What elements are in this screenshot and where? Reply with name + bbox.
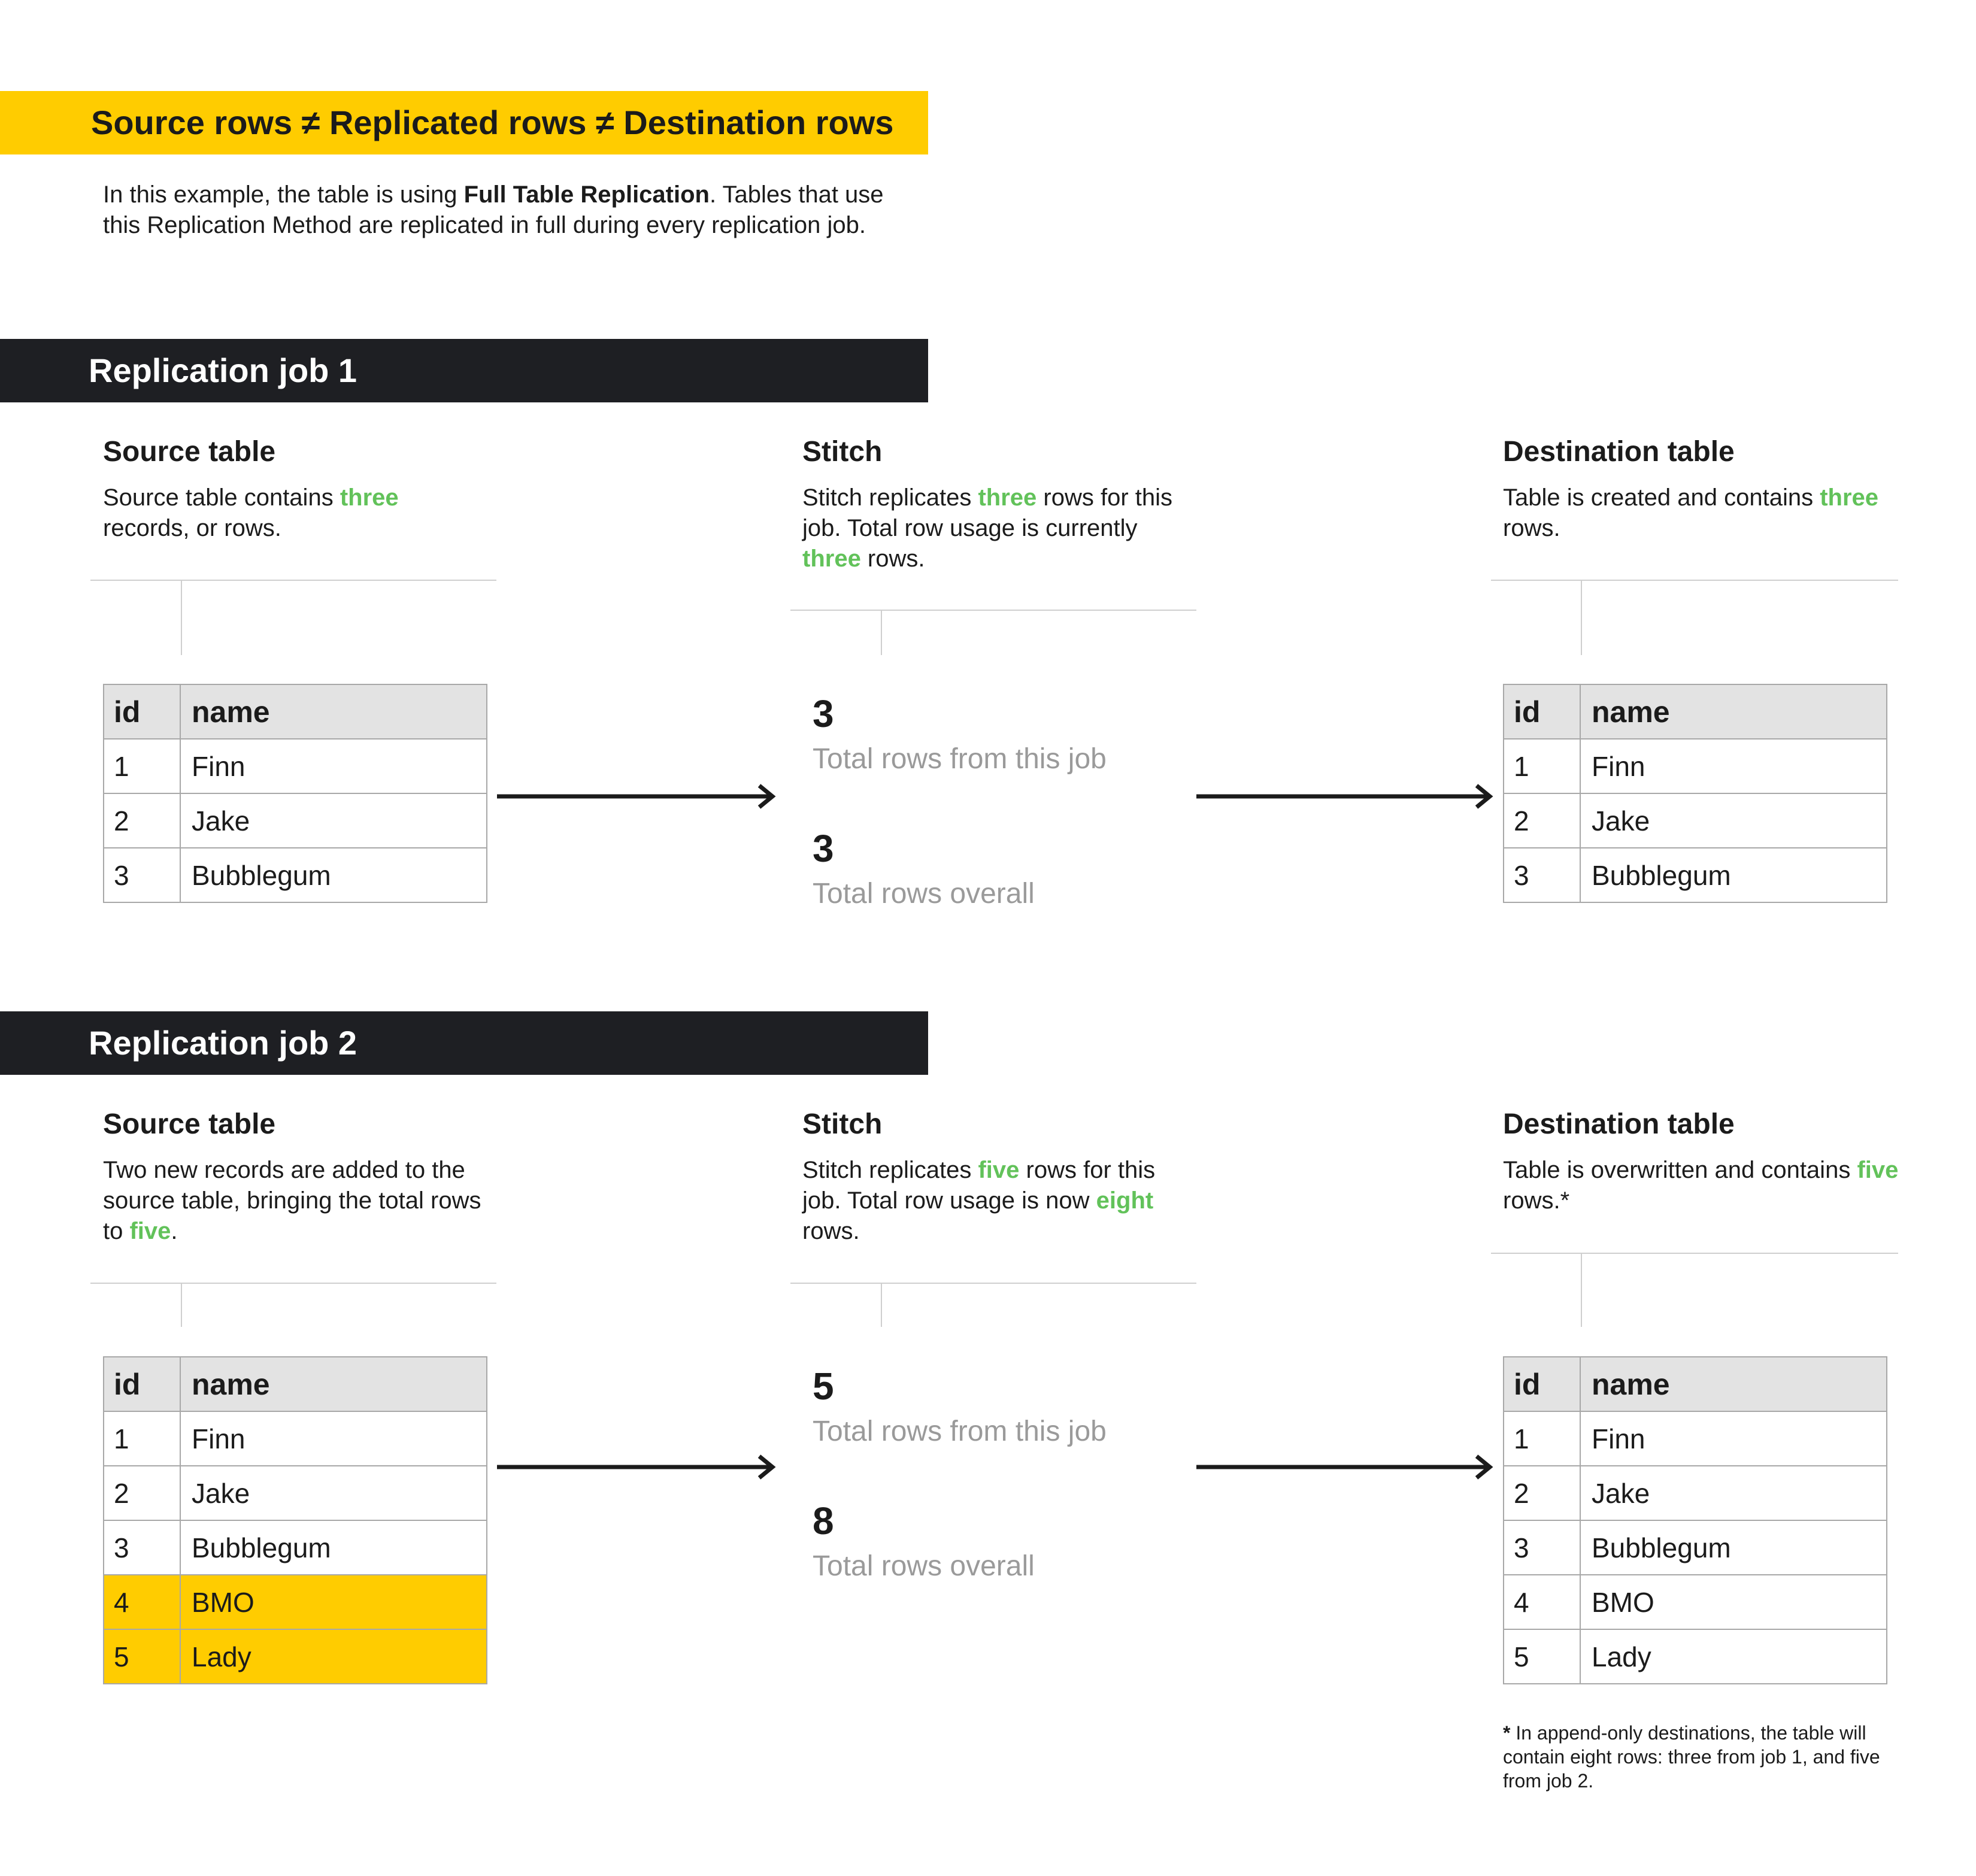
- cell-name: BMO: [180, 1575, 487, 1629]
- desc-highlight: three: [1820, 484, 1879, 511]
- table-row: [104, 1520, 487, 1575]
- job1-arrow-to-destination: [1196, 784, 1496, 808]
- job2-title: Replication job 2: [89, 1024, 357, 1062]
- intro-text-end: . Tables that use this Replication Method are replicated in full during every replication job.: [103, 181, 884, 238]
- job1-destination-title: Destination table: [1503, 436, 1735, 468]
- desc-text: rows.*: [1503, 1187, 1570, 1214]
- job1-stitch-title: Stitch: [802, 436, 883, 468]
- desc-text: rows.: [860, 545, 925, 572]
- job2-source-desc: [103, 1155, 486, 1247]
- desc-text: Stitch replicates: [802, 484, 978, 511]
- job1-job-rows-label: Total rows from this job: [813, 743, 1107, 775]
- table-row-new: [104, 1629, 487, 1684]
- cell-id: 1: [104, 1411, 180, 1466]
- desc-text: .: [171, 1218, 178, 1244]
- desc-text: rows.: [802, 1218, 860, 1244]
- table-row: [104, 848, 487, 902]
- desc-text: Stitch replicates: [802, 1157, 978, 1183]
- footnote-text: In append-only destinations, the table will contain eight rows: three from job 1, and five from job 2.: [1503, 1722, 1880, 1792]
- col-header-name: name: [1580, 684, 1887, 739]
- col-header-name: name: [1580, 1357, 1887, 1411]
- cell-name: Finn: [1580, 1411, 1887, 1466]
- job2-stitch-connector-h: [790, 1283, 1196, 1284]
- desc-text: rows.: [1503, 515, 1560, 541]
- col-header-id: id: [104, 1357, 180, 1411]
- job2-job-rows-value: 5: [813, 1365, 834, 1408]
- cell-id: 4: [1504, 1575, 1580, 1629]
- cell-name: Jake: [180, 1466, 487, 1520]
- desc-highlight: five: [1857, 1157, 1899, 1183]
- job2-arrow-to-stitch: [497, 1455, 778, 1479]
- table-header-row: [104, 684, 487, 739]
- intro-method: Full Table Replication: [463, 181, 710, 208]
- desc-text: records, or rows.: [103, 515, 281, 541]
- cell-name: Bubblegum: [1580, 848, 1887, 902]
- desc-highlight: three: [802, 545, 861, 572]
- job2-destination-desc: [1503, 1155, 1916, 1216]
- col-header-id: id: [1504, 684, 1580, 739]
- job1-source-desc: [103, 483, 462, 544]
- job2-stitch-connector-v: [881, 1283, 882, 1327]
- footnote: [1503, 1721, 1910, 1793]
- table-row: [1504, 1411, 1887, 1466]
- cell-name: Jake: [180, 793, 487, 848]
- job1-job-rows-value: 3: [813, 692, 834, 735]
- cell-id: 1: [104, 739, 180, 793]
- table-row: [104, 1466, 487, 1520]
- cell-id: 1: [1504, 1411, 1580, 1466]
- table-row: [1504, 1575, 1887, 1629]
- job2-stitch-title: Stitch: [802, 1108, 883, 1140]
- desc-text: Table is overwritten and contains: [1503, 1157, 1857, 1183]
- cell-id: 2: [104, 1466, 180, 1520]
- col-header-name: name: [180, 684, 487, 739]
- job1-total-rows-value: 3: [813, 827, 834, 870]
- desc-highlight: five: [129, 1218, 171, 1244]
- cell-name: Jake: [1580, 1466, 1887, 1520]
- footnote-star: *: [1503, 1722, 1511, 1744]
- cell-id: 2: [1504, 793, 1580, 848]
- cell-id: 2: [1504, 1466, 1580, 1520]
- job1-banner: [0, 339, 928, 402]
- cell-id: 4: [104, 1575, 180, 1629]
- cell-name: Bubblegum: [1580, 1520, 1887, 1575]
- job2-stitch-desc: [802, 1155, 1198, 1247]
- table-row: [1504, 1629, 1887, 1684]
- job2-job-rows-label: Total rows from this job: [813, 1416, 1107, 1447]
- cell-name: Lady: [1580, 1629, 1887, 1684]
- job2-destination-title: Destination table: [1503, 1108, 1735, 1140]
- desc-text: Two new records are added to the source table, bringing the total rows to: [103, 1157, 481, 1244]
- table-row-new: [104, 1575, 487, 1629]
- job2-destination-connector-v: [1581, 1253, 1582, 1327]
- table-row: [104, 739, 487, 793]
- table-row: [1504, 739, 1887, 793]
- title-banner: [0, 91, 928, 154]
- table-row: [1504, 793, 1887, 848]
- job1-destination-table: [1503, 684, 1887, 903]
- table-header-row: [104, 1357, 487, 1411]
- desc-highlight: three: [340, 484, 399, 511]
- table-row: [1504, 848, 1887, 902]
- cell-id: 3: [104, 848, 180, 902]
- page-title: Source rows ≠ Replicated rows ≠ Destination rows: [91, 104, 894, 141]
- job2-total-rows-value: 8: [813, 1499, 834, 1542]
- cell-name: Bubblegum: [180, 848, 487, 902]
- job1-total-rows-label: Total rows overall: [813, 878, 1035, 910]
- cell-name: Jake: [1580, 793, 1887, 848]
- table-row: [1504, 1520, 1887, 1575]
- cell-id: 5: [1504, 1629, 1580, 1684]
- desc-text: rows for this job. Total row usage is now: [802, 1157, 1156, 1214]
- job1-destination-connector-v: [1581, 580, 1582, 655]
- cell-id: 3: [1504, 848, 1580, 902]
- table-row: [1504, 1466, 1887, 1520]
- job1-stitch-connector-v: [881, 610, 882, 655]
- cell-name: Bubblegum: [180, 1520, 487, 1575]
- desc-highlight: five: [978, 1157, 1020, 1183]
- job2-destination-connector-h: [1491, 1253, 1898, 1254]
- desc-text: Table is created and contains: [1503, 484, 1820, 511]
- job2-source-connector-v: [181, 1283, 182, 1327]
- cell-id: 2: [104, 793, 180, 848]
- table-header-row: [1504, 1357, 1887, 1411]
- job1-destination-connector-h: [1491, 580, 1898, 581]
- job1-source-connector-h: [90, 580, 496, 581]
- desc-highlight: three: [978, 484, 1037, 511]
- intro-paragraph: [103, 180, 899, 241]
- col-header-id: id: [1504, 1357, 1580, 1411]
- job2-total-rows-label: Total rows overall: [813, 1550, 1035, 1582]
- cell-id: 1: [1504, 739, 1580, 793]
- col-header-name: name: [180, 1357, 487, 1411]
- intro-text: In this example, the table is using: [103, 181, 464, 208]
- job2-source-connector-h: [90, 1283, 496, 1284]
- cell-name: BMO: [1580, 1575, 1887, 1629]
- desc-text: Source table contains: [103, 484, 340, 511]
- job1-stitch-desc: [802, 483, 1186, 574]
- job1-arrow-to-stitch: [497, 784, 778, 808]
- job2-source-title: Source table: [103, 1108, 276, 1140]
- job1-source-title: Source table: [103, 436, 276, 468]
- job1-source-table: [103, 684, 487, 903]
- col-header-id: id: [104, 684, 180, 739]
- job2-source-table: [103, 1356, 487, 1684]
- cell-id: 3: [104, 1520, 180, 1575]
- job1-title: Replication job 1: [89, 351, 357, 389]
- table-row: [104, 1411, 487, 1466]
- job2-banner: [0, 1011, 928, 1075]
- cell-name: Lady: [180, 1629, 487, 1684]
- cell-name: Finn: [180, 1411, 487, 1466]
- table-header-row: [1504, 684, 1887, 739]
- cell-id: 5: [104, 1629, 180, 1684]
- cell-name: Finn: [180, 739, 487, 793]
- table-row: [104, 793, 487, 848]
- cell-id: 3: [1504, 1520, 1580, 1575]
- job1-stitch-connector-h: [790, 610, 1196, 611]
- job2-arrow-to-destination: [1196, 1455, 1496, 1479]
- desc-text: rows for this job. Total row usage is currently: [802, 484, 1172, 541]
- job1-source-connector-v: [181, 580, 182, 655]
- cell-name: Finn: [1580, 739, 1887, 793]
- desc-highlight: eight: [1096, 1187, 1154, 1214]
- job1-destination-desc: [1503, 483, 1898, 544]
- job2-destination-table: [1503, 1356, 1887, 1684]
